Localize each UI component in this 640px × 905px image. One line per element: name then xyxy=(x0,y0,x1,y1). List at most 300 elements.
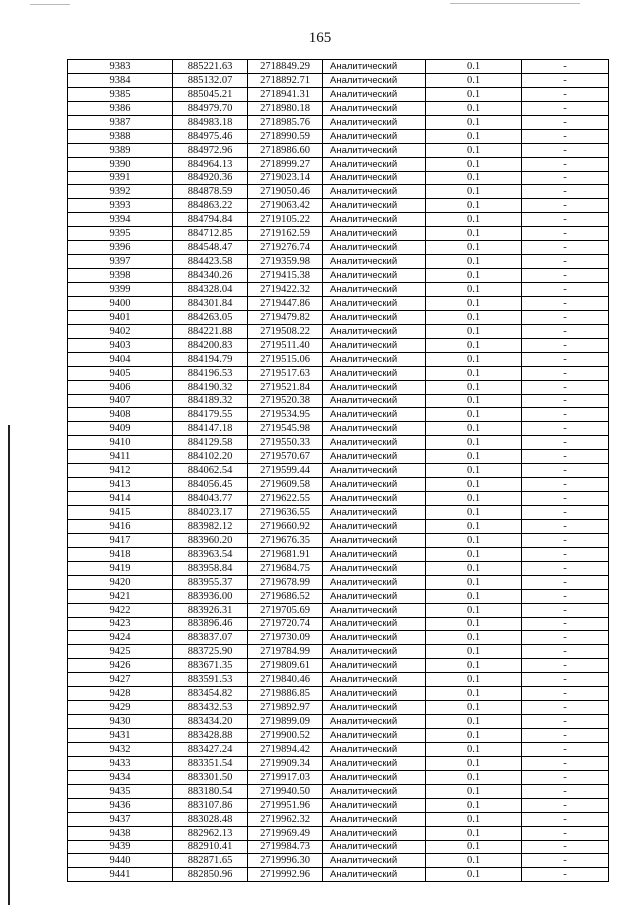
method-cell: Аналитический xyxy=(323,283,426,297)
method-cell: Аналитический xyxy=(323,798,426,812)
table-row xyxy=(68,394,609,408)
y-coordinate-cell: 2719023.14 xyxy=(248,171,323,185)
accuracy-cell: 0.1 xyxy=(426,603,522,617)
accuracy-cell: 0.1 xyxy=(426,338,522,352)
method-cell: Аналитический xyxy=(323,575,426,589)
page-number: 165 xyxy=(308,30,332,46)
x-coordinate-cell: 884062.54 xyxy=(173,464,248,478)
point-number-cell: 9405 xyxy=(68,366,173,380)
point-number-cell: 9438 xyxy=(68,826,173,840)
y-coordinate-cell: 2719962.32 xyxy=(248,812,323,826)
method-cell: Аналитический xyxy=(323,617,426,631)
x-coordinate-cell: 884712.85 xyxy=(173,227,248,241)
method-cell: Аналитический xyxy=(323,742,426,756)
x-coordinate-cell: 883454.82 xyxy=(173,687,248,701)
x-coordinate-cell: 883351.54 xyxy=(173,756,248,770)
y-coordinate-cell: 2719609.58 xyxy=(248,478,323,492)
description-cell: - xyxy=(522,199,609,213)
x-coordinate-cell: 883434.20 xyxy=(173,715,248,729)
point-number-cell: 9417 xyxy=(68,533,173,547)
method-cell: Аналитический xyxy=(323,784,426,798)
table-row xyxy=(68,115,609,129)
description-cell: - xyxy=(522,742,609,756)
method-cell: Аналитический xyxy=(323,729,426,743)
y-coordinate-cell: 2719660.92 xyxy=(248,519,323,533)
method-cell: Аналитический xyxy=(323,492,426,506)
accuracy-cell: 0.1 xyxy=(426,213,522,227)
description-cell: - xyxy=(522,687,609,701)
x-coordinate-cell: 885132.07 xyxy=(173,73,248,87)
point-number-cell: 9406 xyxy=(68,380,173,394)
x-coordinate-cell: 884878.59 xyxy=(173,185,248,199)
method-cell: Аналитический xyxy=(323,60,426,74)
scan-artifact-top-right xyxy=(450,3,580,4)
y-coordinate-cell: 2719515.06 xyxy=(248,352,323,366)
description-cell: - xyxy=(522,464,609,478)
method-cell: Аналитический xyxy=(323,868,426,882)
table-row xyxy=(68,506,609,520)
table-row xyxy=(68,826,609,840)
accuracy-cell: 0.1 xyxy=(426,868,522,882)
x-coordinate-cell: 883958.84 xyxy=(173,561,248,575)
x-coordinate-cell: 884129.58 xyxy=(173,436,248,450)
method-cell: Аналитический xyxy=(323,464,426,478)
method-cell: Аналитический xyxy=(323,394,426,408)
point-number-cell: 9388 xyxy=(68,129,173,143)
x-coordinate-cell: 883180.54 xyxy=(173,784,248,798)
point-number-cell: 9414 xyxy=(68,492,173,506)
point-number-cell: 9419 xyxy=(68,561,173,575)
table-row xyxy=(68,338,609,352)
x-coordinate-cell: 884794.84 xyxy=(173,213,248,227)
accuracy-cell: 0.1 xyxy=(426,171,522,185)
x-coordinate-cell: 883107.86 xyxy=(173,798,248,812)
point-number-cell: 9425 xyxy=(68,645,173,659)
accuracy-cell: 0.1 xyxy=(426,742,522,756)
method-cell: Аналитический xyxy=(323,840,426,854)
accuracy-cell: 0.1 xyxy=(426,269,522,283)
point-number-cell: 9430 xyxy=(68,715,173,729)
method-cell: Аналитический xyxy=(323,519,426,533)
point-number-cell: 9424 xyxy=(68,631,173,645)
accuracy-cell: 0.1 xyxy=(426,687,522,701)
table-row xyxy=(68,269,609,283)
x-coordinate-cell: 884102.20 xyxy=(173,450,248,464)
point-number-cell: 9436 xyxy=(68,798,173,812)
scan-artifact-top-left xyxy=(30,4,70,5)
y-coordinate-cell: 2718849.29 xyxy=(248,60,323,74)
table-row xyxy=(68,310,609,324)
x-coordinate-cell: 883432.53 xyxy=(173,701,248,715)
description-cell: - xyxy=(522,60,609,74)
x-coordinate-cell: 882910.41 xyxy=(173,840,248,854)
y-coordinate-cell: 2719622.55 xyxy=(248,492,323,506)
x-coordinate-cell: 883301.50 xyxy=(173,770,248,784)
method-cell: Аналитический xyxy=(323,408,426,422)
y-coordinate-cell: 2719984.73 xyxy=(248,840,323,854)
method-cell: Аналитический xyxy=(323,422,426,436)
method-cell: Аналитический xyxy=(323,366,426,380)
method-cell: Аналитический xyxy=(323,770,426,784)
x-coordinate-cell: 884975.46 xyxy=(173,129,248,143)
point-number-cell: 9439 xyxy=(68,840,173,854)
point-number-cell: 9428 xyxy=(68,687,173,701)
accuracy-cell: 0.1 xyxy=(426,729,522,743)
accuracy-cell: 0.1 xyxy=(426,60,522,74)
method-cell: Аналитический xyxy=(323,143,426,157)
table-row xyxy=(68,143,609,157)
accuracy-cell: 0.1 xyxy=(426,352,522,366)
table-row xyxy=(68,547,609,561)
point-number-cell: 9395 xyxy=(68,227,173,241)
accuracy-cell: 0.1 xyxy=(426,129,522,143)
method-cell: Аналитический xyxy=(323,241,426,255)
x-coordinate-cell: 884328.04 xyxy=(173,283,248,297)
accuracy-cell: 0.1 xyxy=(426,659,522,673)
method-cell: Аналитический xyxy=(323,812,426,826)
table-row xyxy=(68,575,609,589)
y-coordinate-cell: 2719550.33 xyxy=(248,436,323,450)
point-number-cell: 9389 xyxy=(68,143,173,157)
accuracy-cell: 0.1 xyxy=(426,533,522,547)
point-number-cell: 9429 xyxy=(68,701,173,715)
description-cell: - xyxy=(522,729,609,743)
x-coordinate-cell: 883960.20 xyxy=(173,533,248,547)
y-coordinate-cell: 2719840.46 xyxy=(248,673,323,687)
y-coordinate-cell: 2719521.84 xyxy=(248,380,323,394)
description-cell: - xyxy=(522,826,609,840)
y-coordinate-cell: 2719969.49 xyxy=(248,826,323,840)
point-number-cell: 9418 xyxy=(68,547,173,561)
y-coordinate-cell: 2719162.59 xyxy=(248,227,323,241)
method-cell: Аналитический xyxy=(323,157,426,171)
method-cell: Аналитический xyxy=(323,478,426,492)
method-cell: Аналитический xyxy=(323,436,426,450)
y-coordinate-cell: 2719534.95 xyxy=(248,408,323,422)
method-cell: Аналитический xyxy=(323,129,426,143)
point-number-cell: 9427 xyxy=(68,673,173,687)
accuracy-cell: 0.1 xyxy=(426,380,522,394)
method-cell: Аналитический xyxy=(323,199,426,213)
method-cell: Аналитический xyxy=(323,227,426,241)
table-row xyxy=(68,73,609,87)
description-cell: - xyxy=(522,770,609,784)
description-cell: - xyxy=(522,227,609,241)
table-row xyxy=(68,87,609,101)
description-cell: - xyxy=(522,115,609,129)
method-cell: Аналитический xyxy=(323,645,426,659)
accuracy-cell: 0.1 xyxy=(426,784,522,798)
accuracy-cell: 0.1 xyxy=(426,394,522,408)
method-cell: Аналитический xyxy=(323,73,426,87)
x-coordinate-cell: 884301.84 xyxy=(173,296,248,310)
y-coordinate-cell: 2718980.18 xyxy=(248,101,323,115)
coordinates-table-body xyxy=(68,60,609,882)
y-coordinate-cell: 2719050.46 xyxy=(248,185,323,199)
x-coordinate-cell: 884147.18 xyxy=(173,422,248,436)
x-coordinate-cell: 883591.53 xyxy=(173,673,248,687)
table-row xyxy=(68,631,609,645)
y-coordinate-cell: 2719063.42 xyxy=(248,199,323,213)
point-number-cell: 9397 xyxy=(68,255,173,269)
table-row xyxy=(68,812,609,826)
x-coordinate-cell: 883963.54 xyxy=(173,547,248,561)
accuracy-cell: 0.1 xyxy=(426,283,522,297)
method-cell: Аналитический xyxy=(323,185,426,199)
table-row xyxy=(68,185,609,199)
y-coordinate-cell: 2719894.42 xyxy=(248,742,323,756)
description-cell: - xyxy=(522,519,609,533)
method-cell: Аналитический xyxy=(323,673,426,687)
accuracy-cell: 0.1 xyxy=(426,492,522,506)
description-cell: - xyxy=(522,310,609,324)
description-cell: - xyxy=(522,868,609,882)
description-cell: - xyxy=(522,840,609,854)
x-coordinate-cell: 884920.36 xyxy=(173,171,248,185)
accuracy-cell: 0.1 xyxy=(426,561,522,575)
point-number-cell: 9434 xyxy=(68,770,173,784)
point-number-cell: 9387 xyxy=(68,115,173,129)
point-number-cell: 9407 xyxy=(68,394,173,408)
description-cell: - xyxy=(522,101,609,115)
description-cell: - xyxy=(522,213,609,227)
method-cell: Аналитический xyxy=(323,506,426,520)
point-number-cell: 9383 xyxy=(68,60,173,74)
description-cell: - xyxy=(522,380,609,394)
point-number-cell: 9408 xyxy=(68,408,173,422)
x-coordinate-cell: 884863.22 xyxy=(173,199,248,213)
x-coordinate-cell: 883428.88 xyxy=(173,729,248,743)
y-coordinate-cell: 2719917.03 xyxy=(248,770,323,784)
table-row xyxy=(68,199,609,213)
accuracy-cell: 0.1 xyxy=(426,115,522,129)
table-row xyxy=(68,659,609,673)
table-row xyxy=(68,770,609,784)
accuracy-cell: 0.1 xyxy=(426,324,522,338)
y-coordinate-cell: 2719105.22 xyxy=(248,213,323,227)
table-row xyxy=(68,756,609,770)
accuracy-cell: 0.1 xyxy=(426,296,522,310)
y-coordinate-cell: 2719899.09 xyxy=(248,715,323,729)
x-coordinate-cell: 884023.17 xyxy=(173,506,248,520)
description-cell: - xyxy=(522,645,609,659)
accuracy-cell: 0.1 xyxy=(426,547,522,561)
accuracy-cell: 0.1 xyxy=(426,408,522,422)
x-coordinate-cell: 884056.45 xyxy=(173,478,248,492)
table-row xyxy=(68,283,609,297)
method-cell: Аналитический xyxy=(323,659,426,673)
method-cell: Аналитический xyxy=(323,115,426,129)
accuracy-cell: 0.1 xyxy=(426,464,522,478)
table-row xyxy=(68,408,609,422)
table-row xyxy=(68,561,609,575)
method-cell: Аналитический xyxy=(323,255,426,269)
accuracy-cell: 0.1 xyxy=(426,617,522,631)
x-coordinate-cell: 882871.65 xyxy=(173,854,248,868)
x-coordinate-cell: 883926.31 xyxy=(173,603,248,617)
description-cell: - xyxy=(522,422,609,436)
table-row xyxy=(68,645,609,659)
x-coordinate-cell: 885221.63 xyxy=(173,60,248,74)
table-row xyxy=(68,157,609,171)
accuracy-cell: 0.1 xyxy=(426,575,522,589)
description-cell: - xyxy=(522,283,609,297)
table-row xyxy=(68,729,609,743)
x-coordinate-cell: 883837.07 xyxy=(173,631,248,645)
method-cell: Аналитический xyxy=(323,603,426,617)
y-coordinate-cell: 2719545.98 xyxy=(248,422,323,436)
y-coordinate-cell: 2719900.52 xyxy=(248,729,323,743)
point-number-cell: 9416 xyxy=(68,519,173,533)
x-coordinate-cell: 884221.88 xyxy=(173,324,248,338)
accuracy-cell: 0.1 xyxy=(426,310,522,324)
point-number-cell: 9398 xyxy=(68,269,173,283)
y-coordinate-cell: 2719678.99 xyxy=(248,575,323,589)
y-coordinate-cell: 2719479.82 xyxy=(248,310,323,324)
y-coordinate-cell: 2718986.60 xyxy=(248,143,323,157)
method-cell: Аналитический xyxy=(323,213,426,227)
description-cell: - xyxy=(522,506,609,520)
point-number-cell: 9441 xyxy=(68,868,173,882)
description-cell: - xyxy=(522,352,609,366)
description-cell: - xyxy=(522,296,609,310)
method-cell: Аналитический xyxy=(323,101,426,115)
accuracy-cell: 0.1 xyxy=(426,366,522,380)
point-number-cell: 9433 xyxy=(68,756,173,770)
accuracy-cell: 0.1 xyxy=(426,673,522,687)
point-number-cell: 9392 xyxy=(68,185,173,199)
description-cell: - xyxy=(522,617,609,631)
y-coordinate-cell: 2719681.91 xyxy=(248,547,323,561)
y-coordinate-cell: 2719359.98 xyxy=(248,255,323,269)
y-coordinate-cell: 2719676.35 xyxy=(248,533,323,547)
description-cell: - xyxy=(522,561,609,575)
point-number-cell: 9390 xyxy=(68,157,173,171)
point-number-cell: 9437 xyxy=(68,812,173,826)
x-coordinate-cell: 884340.26 xyxy=(173,269,248,283)
table-row xyxy=(68,868,609,882)
table-row xyxy=(68,436,609,450)
x-coordinate-cell: 884200.83 xyxy=(173,338,248,352)
accuracy-cell: 0.1 xyxy=(426,422,522,436)
description-cell: - xyxy=(522,241,609,255)
description-cell: - xyxy=(522,143,609,157)
x-coordinate-cell: 884548.47 xyxy=(173,241,248,255)
y-coordinate-cell: 2719422.32 xyxy=(248,283,323,297)
accuracy-cell: 0.1 xyxy=(426,840,522,854)
point-number-cell: 9386 xyxy=(68,101,173,115)
y-coordinate-cell: 2719636.55 xyxy=(248,506,323,520)
accuracy-cell: 0.1 xyxy=(426,854,522,868)
point-number-cell: 9402 xyxy=(68,324,173,338)
method-cell: Аналитический xyxy=(323,171,426,185)
y-coordinate-cell: 2719886.85 xyxy=(248,687,323,701)
y-coordinate-cell: 2718990.59 xyxy=(248,129,323,143)
table-row xyxy=(68,492,609,506)
method-cell: Аналитический xyxy=(323,631,426,645)
x-coordinate-cell: 884983.18 xyxy=(173,115,248,129)
method-cell: Аналитический xyxy=(323,589,426,603)
description-cell: - xyxy=(522,171,609,185)
table-row xyxy=(68,380,609,394)
x-coordinate-cell: 883955.37 xyxy=(173,575,248,589)
method-cell: Аналитический xyxy=(323,352,426,366)
method-cell: Аналитический xyxy=(323,826,426,840)
y-coordinate-cell: 2719508.22 xyxy=(248,324,323,338)
point-number-cell: 9422 xyxy=(68,603,173,617)
table-row xyxy=(68,60,609,74)
table-row xyxy=(68,687,609,701)
table-row xyxy=(68,296,609,310)
y-coordinate-cell: 2718892.71 xyxy=(248,73,323,87)
description-cell: - xyxy=(522,575,609,589)
accuracy-cell: 0.1 xyxy=(426,478,522,492)
description-cell: - xyxy=(522,157,609,171)
table-row xyxy=(68,241,609,255)
point-number-cell: 9391 xyxy=(68,171,173,185)
x-coordinate-cell: 883725.90 xyxy=(173,645,248,659)
table-row xyxy=(68,478,609,492)
description-cell: - xyxy=(522,73,609,87)
y-coordinate-cell: 2718999.27 xyxy=(248,157,323,171)
method-cell: Аналитический xyxy=(323,701,426,715)
method-cell: Аналитический xyxy=(323,756,426,770)
accuracy-cell: 0.1 xyxy=(426,519,522,533)
point-number-cell: 9403 xyxy=(68,338,173,352)
point-number-cell: 9435 xyxy=(68,784,173,798)
description-cell: - xyxy=(522,338,609,352)
description-cell: - xyxy=(522,185,609,199)
y-coordinate-cell: 2718985.76 xyxy=(248,115,323,129)
accuracy-cell: 0.1 xyxy=(426,701,522,715)
y-coordinate-cell: 2719415.38 xyxy=(248,269,323,283)
x-coordinate-cell: 884972.96 xyxy=(173,143,248,157)
accuracy-cell: 0.1 xyxy=(426,506,522,520)
table-row xyxy=(68,603,609,617)
method-cell: Аналитический xyxy=(323,547,426,561)
accuracy-cell: 0.1 xyxy=(426,73,522,87)
description-cell: - xyxy=(522,533,609,547)
description-cell: - xyxy=(522,450,609,464)
x-coordinate-cell: 883671.35 xyxy=(173,659,248,673)
table-row xyxy=(68,519,609,533)
x-coordinate-cell: 884196.53 xyxy=(173,366,248,380)
accuracy-cell: 0.1 xyxy=(426,185,522,199)
table-row xyxy=(68,798,609,812)
description-cell: - xyxy=(522,366,609,380)
scan-edge-bar xyxy=(8,425,10,905)
point-number-cell: 9440 xyxy=(68,854,173,868)
x-coordinate-cell: 884423.58 xyxy=(173,255,248,269)
table-row xyxy=(68,352,609,366)
x-coordinate-cell: 884194.79 xyxy=(173,352,248,366)
table-row xyxy=(68,701,609,715)
accuracy-cell: 0.1 xyxy=(426,143,522,157)
y-coordinate-cell: 2719992.96 xyxy=(248,868,323,882)
y-coordinate-cell: 2719517.63 xyxy=(248,366,323,380)
table-row xyxy=(68,227,609,241)
table-row xyxy=(68,617,609,631)
method-cell: Аналитический xyxy=(323,324,426,338)
table-row xyxy=(68,450,609,464)
description-cell: - xyxy=(522,478,609,492)
x-coordinate-cell: 882962.13 xyxy=(173,826,248,840)
accuracy-cell: 0.1 xyxy=(426,645,522,659)
x-coordinate-cell: 884179.55 xyxy=(173,408,248,422)
point-number-cell: 9394 xyxy=(68,213,173,227)
table-row xyxy=(68,589,609,603)
coordinates-table xyxy=(67,59,609,882)
